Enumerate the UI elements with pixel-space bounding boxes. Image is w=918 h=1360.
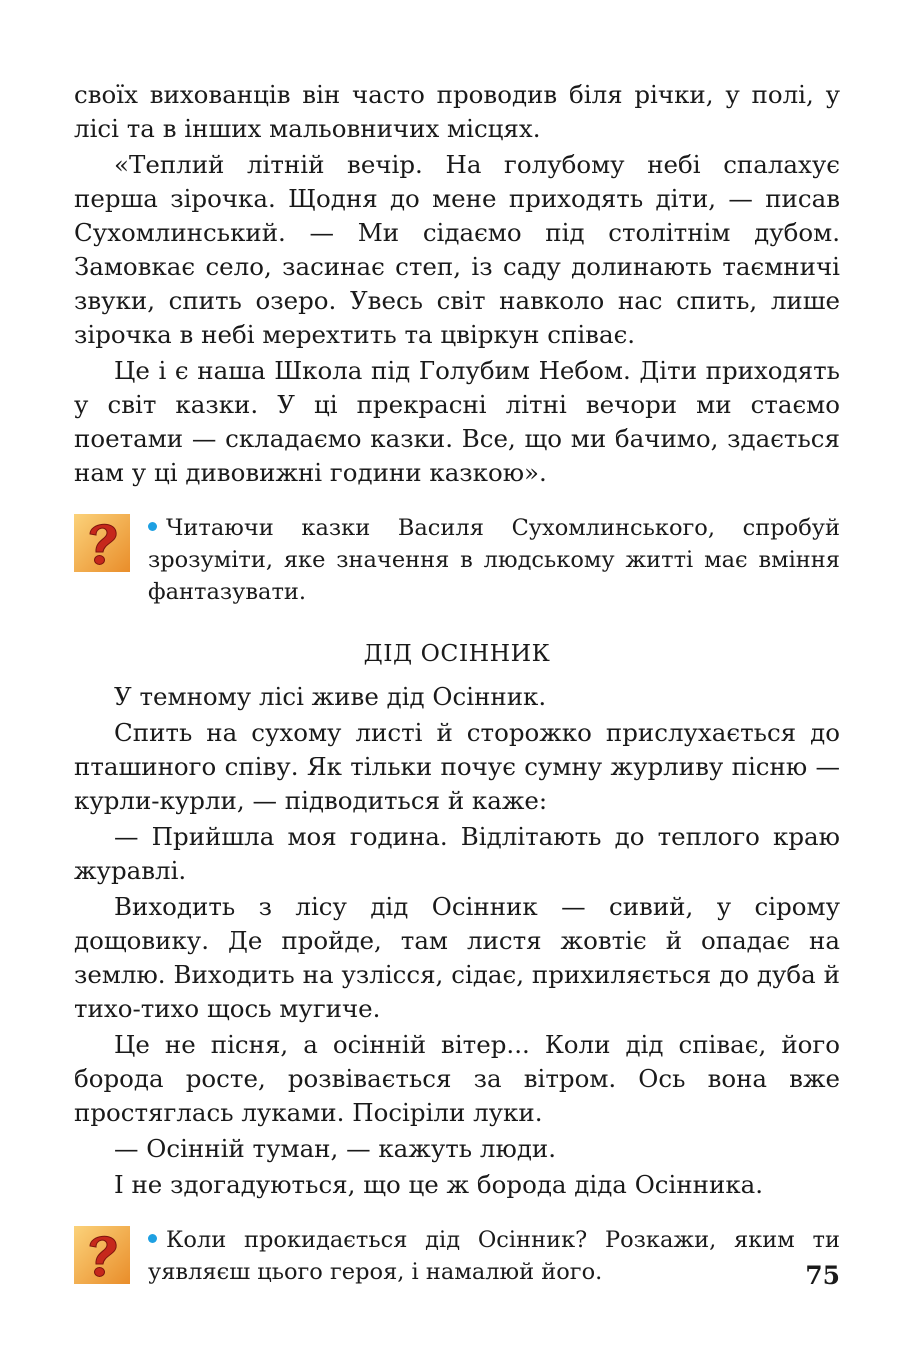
question-mark-icon	[74, 514, 130, 572]
paragraph: — Прийшла моя година. Відлітають до теплого краю журавлі.	[74, 822, 840, 885]
paragraph: Це і є наша Школа під Голубим Небом. Діти приходять у світ казки. У ці прекрасні літні вечори ми стаємо поетами — складаємо казки. Все, що ми бачимо, здається нам у ці дивовижні години казкою».	[74, 356, 840, 487]
question-mark-icon	[74, 1226, 130, 1284]
paragraph: Це не пісня, а осінній вітер... Коли дід співає, його борода росте, розвівається за вітром. Ось вона вже простяглась луками. Посіріли луки.	[74, 1030, 840, 1127]
bullet-dot-icon	[148, 522, 157, 531]
paragraph: «Теплий літній вечір. На голубому небі спалахує перша зірочка. Щодня до мене приходять діти, — писав Сухомлинський. — Ми сідаємо під столітнім дубом. Замовкає село, засинає степ, із саду долинають таємничі звуки, спить озеро. Увесь світ навколо нас спить, лише зірочка в небі мерехтить та цвіркун співає.	[74, 150, 840, 349]
question-block	[74, 512, 840, 608]
paragraph: І не здогадуються, що це ж борода діда Осінника.	[114, 1170, 764, 1199]
page-number: 75	[805, 1261, 840, 1290]
paragraph: У темному лісі живе дід Осінник.	[114, 682, 547, 711]
paragraph: Спить на сухому листі й сторожко прислухається до пташиного співу. Як тільки почує сумну журливу пісню — курли-курли, — підводиться й каже:	[74, 718, 840, 815]
paragraph: Виходить з лісу дід Осінник — сивий, у сірому дощовику. Де пройде, там листя жовтіє й опадає на землю. Виходить на узлісся, сідає, прихиляється до дуба й тихо-тихо щось мугиче.	[74, 892, 840, 1023]
question-block	[74, 1224, 840, 1288]
story-title: ДІД ОСІННИК	[363, 639, 551, 667]
question-text: Коли прокидається дід Осінник? Розкажи, яким ти уявляєш цього героя, і намалюй його.	[148, 1227, 840, 1285]
paragraph: своїх вихованців він часто проводив біля річки, у полі, у лісі та в інших мальовничих місцях.	[74, 80, 840, 143]
paragraph: — Осінній туман, — кажуть люди.	[114, 1134, 557, 1163]
question-text: Читаючи казки Василя Сухомлинського, спробуй зрозуміти, яке значення в людському житті має вміння фантазувати.	[148, 515, 840, 605]
bullet-dot-icon	[148, 1234, 157, 1243]
page-content	[74, 78, 840, 1288]
